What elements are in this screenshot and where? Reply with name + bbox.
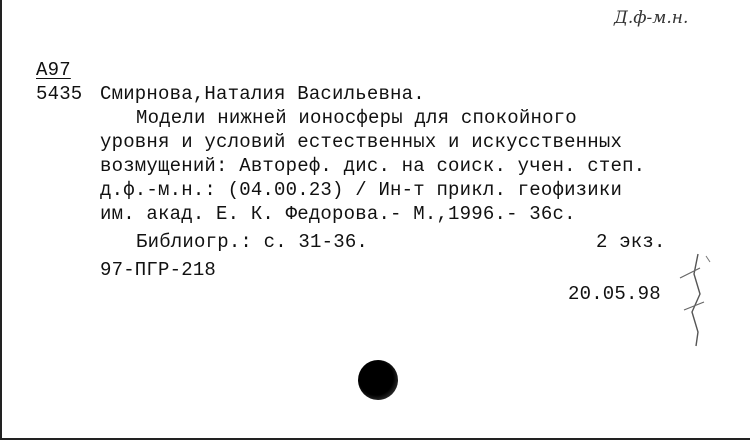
date-stamp: 20.05.98 [568, 283, 661, 305]
title-line-1: Модели нижней ионосферы для спокойного [136, 107, 577, 129]
title-line-4: д.ф.-м.н.: (04.00.23) / Ин-т прикл. геофизики [100, 179, 623, 201]
bibliography-note: Библиогр.: с. 31-36. [136, 231, 369, 253]
shelf-mark: А97 [36, 59, 71, 81]
title-line-3: возмущений: Автореф. дис. на соиск. учен. степ. [100, 155, 646, 177]
registry-number: 97-ПГР-218 [100, 259, 217, 281]
pencil-check-mark [670, 250, 720, 350]
title-line-5: им. акад. Е. К. Федорова.- М.,1996.- 36с. [100, 203, 576, 225]
author-name: Смирнова,Наталия Васильевна. [100, 83, 425, 105]
copies-count: 2 экз. [596, 231, 666, 253]
card-punch-hole [358, 360, 398, 400]
card-number: 5435 [36, 83, 83, 105]
title-line-2: уровня и условий естественных и искусственных [100, 131, 623, 153]
corner-handwritten-note: Д.ф-м.н. [614, 8, 689, 28]
